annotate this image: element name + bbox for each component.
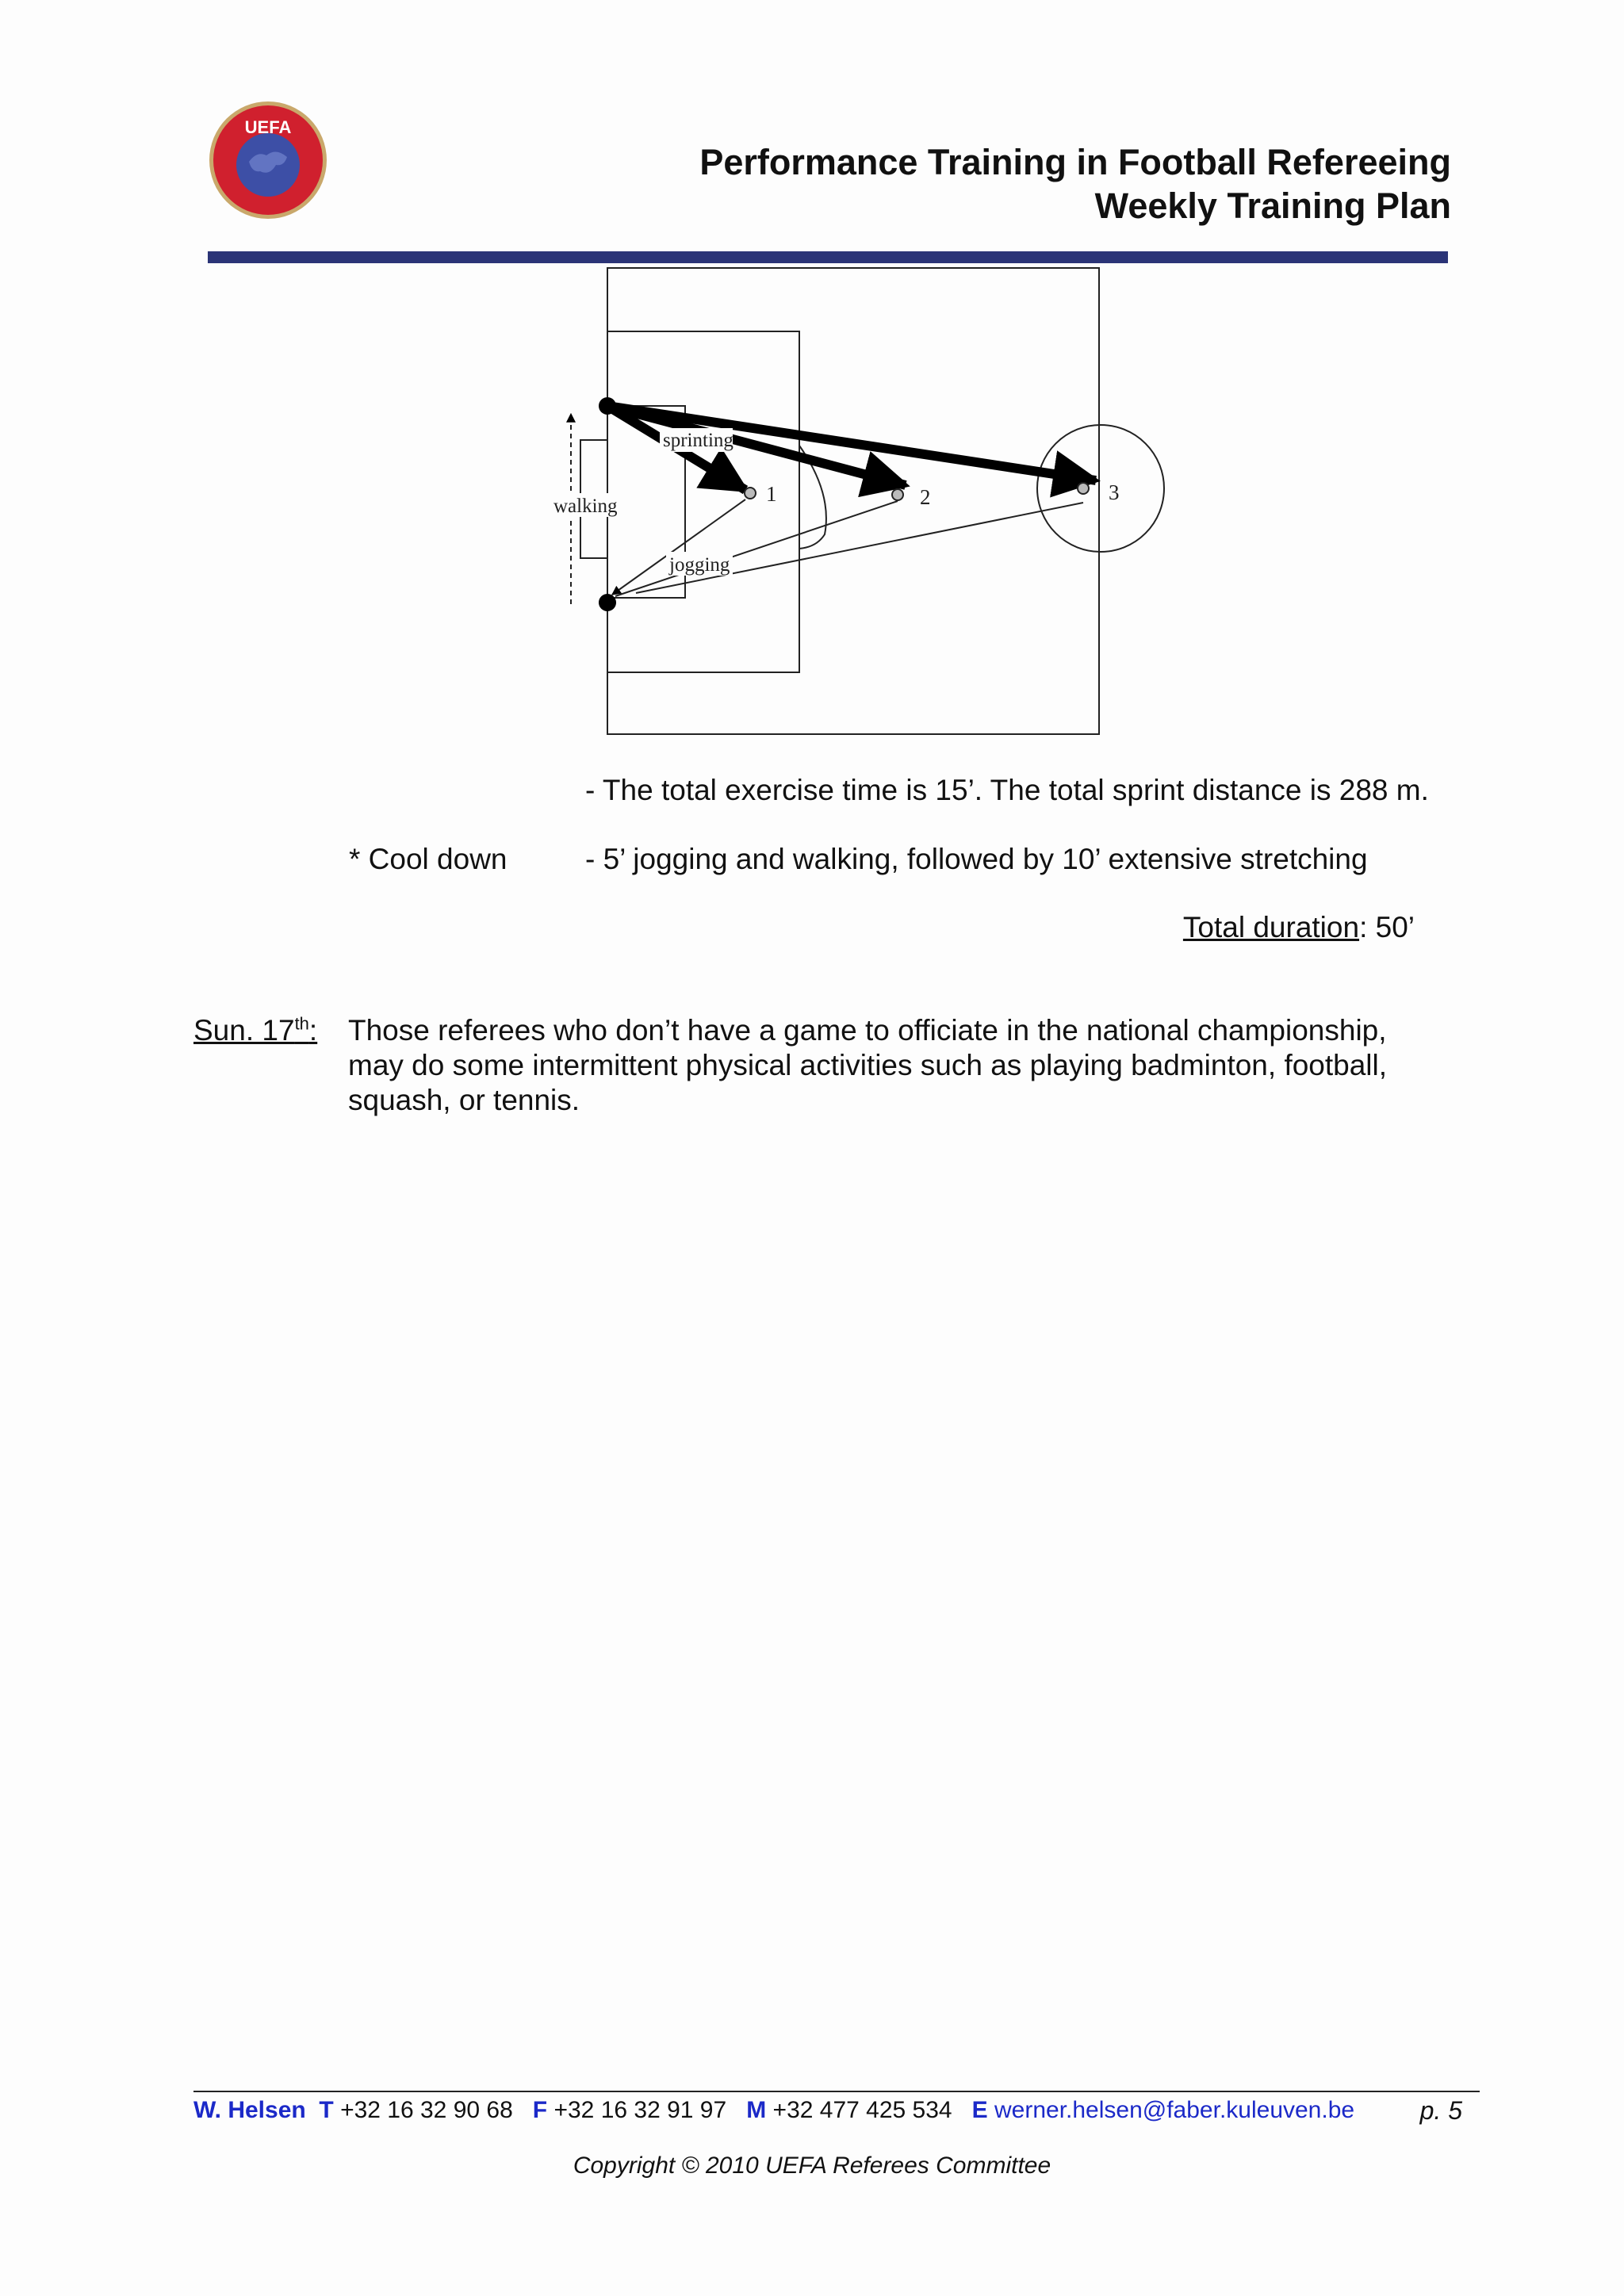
sprint-exercise-diagram	[508, 262, 1120, 745]
cooldown-text: - 5’ jogging and walking, followed by 10’ extensive stretching	[585, 843, 1368, 875]
sunday-line: may do some intermittent physical activities such as playing badminton, football,	[348, 1049, 1388, 1081]
page-title-line2: Weekly Training Plan	[1094, 186, 1451, 226]
sunday-label	[193, 1013, 317, 1048]
footer-t-label: T	[319, 2097, 334, 2123]
jog-line-3	[636, 503, 1083, 593]
footer-e-label: E	[971, 2097, 988, 2123]
cooldown-label: * Cool down	[349, 843, 508, 875]
logo-text: UEFA	[244, 117, 292, 137]
footer-mobile: +32 477 425 534	[772, 2097, 952, 2123]
copyright: Copyright © 2010 UEFA Referees Committee	[573, 2152, 1051, 2179]
label-point-3: 3	[1109, 480, 1120, 504]
sunday-line: squash, or tennis.	[348, 1084, 580, 1116]
field-outline	[607, 268, 1099, 734]
label-jogging: jogging	[669, 554, 730, 576]
footer-name: W. Helsen	[193, 2097, 306, 2123]
page-title-line1: Performance Training in Football Refereeing	[699, 142, 1451, 182]
cone-2	[892, 489, 903, 500]
jog-line-1	[612, 499, 745, 595]
total-duration-value: : 50’	[1359, 911, 1415, 943]
footer-m-label: M	[746, 2097, 767, 2123]
footer-contact	[193, 2095, 1354, 2126]
cone-3	[1078, 483, 1089, 494]
footer-fax: +32 16 32 91 97	[553, 2097, 727, 2123]
label-point-1: 1	[766, 482, 777, 506]
sunday-text	[348, 1013, 1458, 1118]
footer-f-label: F	[532, 2097, 548, 2123]
footer-email-link[interactable]: werner.helsen@faber.kuleuven.be	[994, 2097, 1355, 2123]
end-point	[599, 594, 616, 611]
label-walking: walking	[553, 496, 618, 517]
page-number: p. 5	[1419, 2096, 1462, 2125]
footer-phone: +32 16 32 90 68	[340, 2097, 513, 2123]
uefa-logo	[208, 100, 328, 220]
sunday-line: Those referees who don’t have a game to officiate in the national championship,	[348, 1014, 1387, 1047]
label-sprinting: sprinting	[663, 430, 733, 451]
exercise-note: - The total exercise time is 15’. The total sprint distance is 288 m.	[585, 774, 1429, 806]
sunday-label-suffix: :	[308, 1014, 318, 1047]
center-circle	[1037, 425, 1164, 552]
sunday-label-sup: th	[294, 1013, 309, 1034]
label-point-2: 2	[920, 485, 931, 509]
cone-1	[745, 488, 756, 499]
footer-rule	[193, 2091, 1480, 2092]
total-duration	[1183, 910, 1415, 945]
total-duration-label: Total duration	[1182, 911, 1360, 943]
sunday-label-prefix: Sun. 17	[193, 1014, 295, 1047]
start-point	[599, 397, 616, 415]
